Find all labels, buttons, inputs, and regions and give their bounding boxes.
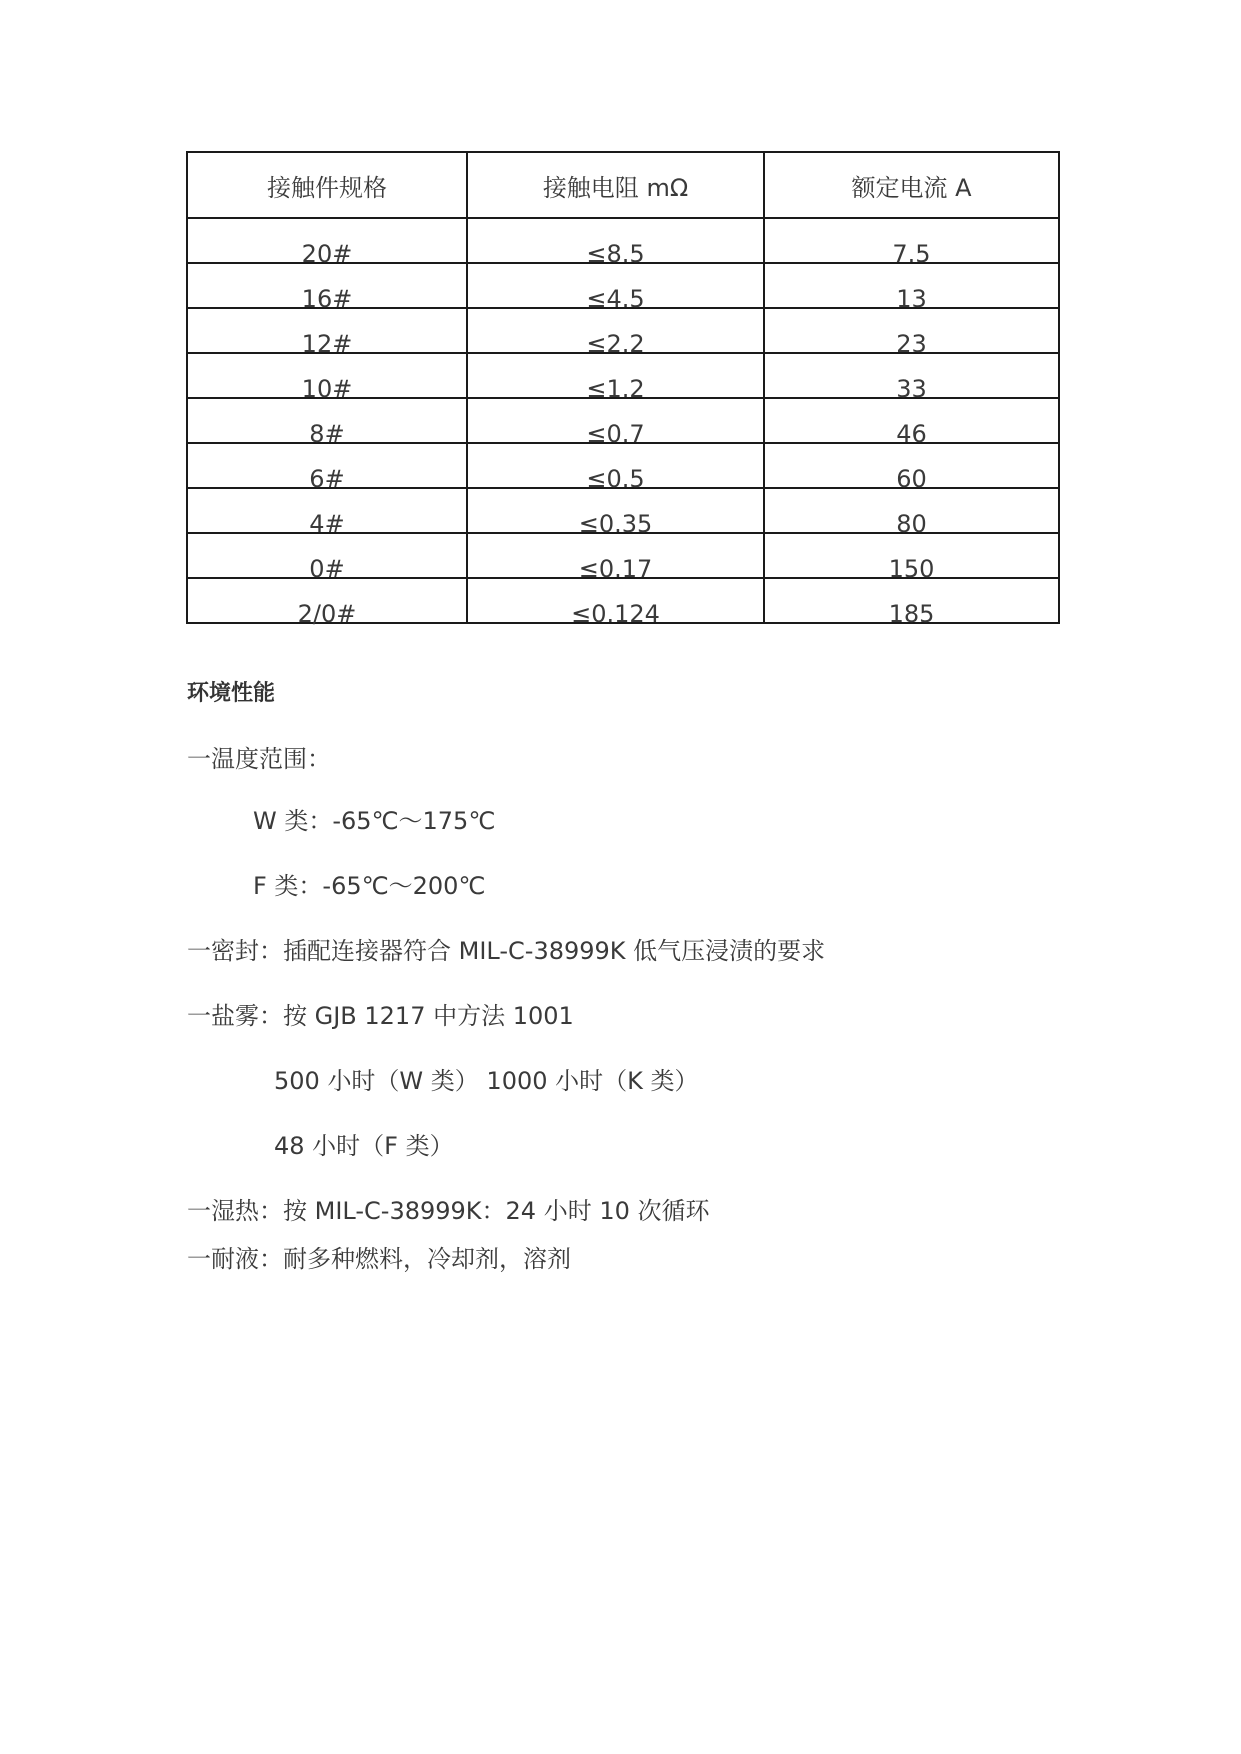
cell-resistance: ≤4.5	[467, 263, 764, 308]
temperature-f-class: F 类：-65℃～200℃	[253, 872, 486, 900]
cell-current: 46	[764, 398, 1059, 443]
cell-spec: 16#	[187, 263, 467, 308]
cell-resistance: ≤2.2	[467, 308, 764, 353]
contact-spec-table	[186, 151, 1060, 628]
cell-current: 13	[764, 263, 1059, 308]
cell-current: 80	[764, 488, 1059, 533]
header-rated-current: 额定电流 A	[764, 152, 1059, 218]
cell-spec: 6#	[187, 443, 467, 488]
cell-spec: 20#	[187, 218, 467, 263]
table-header-row	[187, 152, 1059, 218]
table-row	[187, 488, 1059, 533]
cell-spec: 12#	[187, 308, 467, 353]
cell-spec: 8#	[187, 398, 467, 443]
table-row	[187, 578, 1059, 623]
cell-resistance: ≤8.5	[467, 218, 764, 263]
header-contact-resistance: 接触电阻 mΩ	[467, 152, 764, 218]
table-row	[187, 398, 1059, 443]
salt-fog-f-hours: 48 小时（F 类）	[274, 1132, 454, 1160]
table-row	[187, 443, 1059, 488]
header-contact-spec: 接触件规格	[187, 152, 467, 218]
seal-spec: 一密封：插配连接器符合 MIL-C-38999K 低气压浸渍的要求	[187, 937, 826, 965]
fluid-resistance-spec: 一耐液：耐多种燃料，冷却剂，溶剂	[187, 1245, 571, 1273]
cell-current: 33	[764, 353, 1059, 398]
cell-spec: 4#	[187, 488, 467, 533]
cell-resistance: ≤0.35	[467, 488, 764, 533]
table-row	[187, 353, 1059, 398]
table-row	[187, 533, 1059, 578]
temperature-range-label: 一温度范围：	[187, 745, 331, 773]
cell-current: 185	[764, 578, 1059, 623]
environment-heading: 环境性能	[187, 681, 276, 706]
cell-spec: 2/0#	[187, 578, 467, 623]
cell-current: 60	[764, 443, 1059, 488]
cell-resistance: ≤0.5	[467, 443, 764, 488]
table-row	[187, 263, 1059, 308]
cell-resistance: ≤1.2	[467, 353, 764, 398]
table-row	[187, 308, 1059, 353]
cell-current: 150	[764, 533, 1059, 578]
salt-fog-spec: 一盐雾：按 GJB 1217 中方法 1001	[187, 1002, 574, 1030]
cell-spec: 0#	[187, 533, 467, 578]
cell-resistance: ≤0.17	[467, 533, 764, 578]
temperature-w-class: W 类：-65℃～175℃	[253, 807, 496, 835]
table-row	[187, 218, 1059, 263]
cell-spec: 10#	[187, 353, 467, 398]
cell-current: 7.5	[764, 218, 1059, 263]
cell-resistance: ≤0.7	[467, 398, 764, 443]
humidity-spec: 一湿热：按 MIL-C-38999K：24 小时 10 次循环	[187, 1197, 710, 1225]
cell-current: 23	[764, 308, 1059, 353]
cell-resistance: ≤0.124	[467, 578, 764, 623]
salt-fog-w-k-hours: 500 小时（W 类） 1000 小时（K 类）	[274, 1067, 699, 1095]
